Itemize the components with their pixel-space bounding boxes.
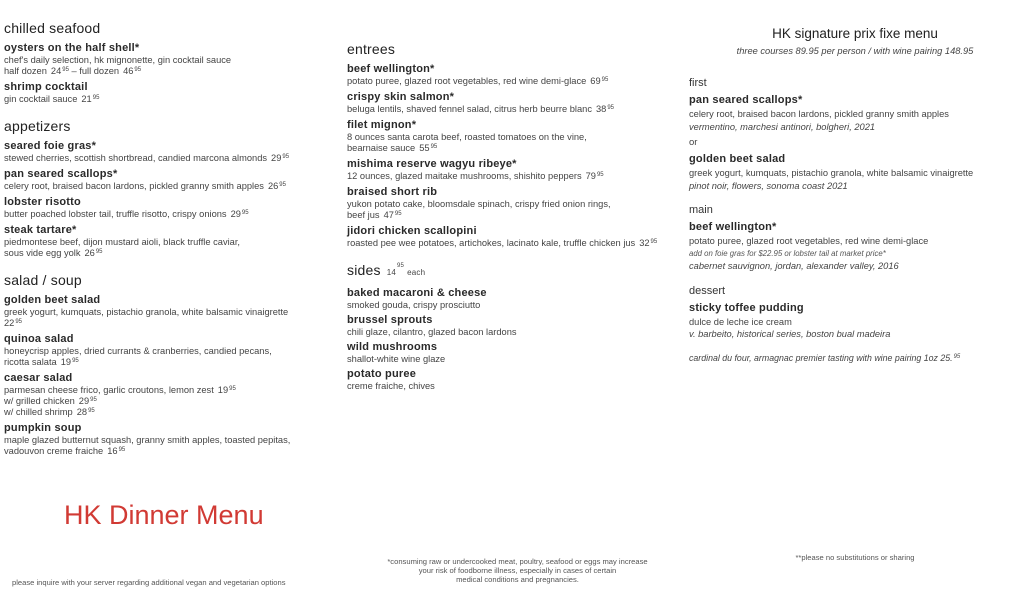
prix-fixe-course [689, 285, 1021, 341]
section-heading-text: salad / soup [4, 272, 82, 288]
menu-item [347, 63, 683, 87]
menu-section [4, 20, 340, 105]
menu-item [4, 196, 340, 220]
item-description [4, 357, 340, 368]
item-name: caesar salad [4, 372, 73, 384]
price-cents: 95 [279, 182, 286, 188]
item-price [85, 248, 103, 258]
menu-item [4, 372, 340, 418]
item-addon: add on foie gras for $22.95 or lobster tail at market price* [689, 248, 886, 258]
section-heading-text: sides [347, 262, 381, 278]
price-cents: 95 [650, 239, 658, 245]
footer-health-warning [360, 557, 675, 584]
wine-pairing: vermentino, marchesi antinori, bolgheri, 2021 [689, 121, 876, 132]
price-dollars: 29 [271, 153, 282, 163]
item-description [4, 307, 340, 318]
course-heading: main [689, 204, 713, 216]
price-dollars: 29 [78, 396, 90, 406]
menu-item [4, 168, 340, 192]
course-item [689, 302, 1021, 341]
description-text: beef jus [347, 210, 380, 220]
price-cents: 95 [596, 172, 604, 178]
description-text: beluga lentils, shaved fennel salad, citrus herb beurre blanc [347, 104, 592, 114]
description-text: w/ chilled shrimp [4, 407, 73, 417]
item-description [4, 385, 340, 396]
item-name: potato puree [347, 368, 417, 380]
item-name: golden beet salad [689, 153, 786, 165]
menu-section [347, 41, 683, 249]
item-description: celery root, braised bacon lardons, pickled granny smith apples [689, 109, 949, 119]
item-name: braised short rib [347, 186, 438, 198]
course-item [689, 221, 1021, 273]
menu-column-middle [347, 41, 683, 405]
item-price [590, 76, 608, 86]
menu-item [347, 225, 683, 249]
item-price [61, 357, 79, 367]
item-description [4, 407, 340, 418]
price-cents: 95 [90, 397, 97, 403]
wine-pairing: v. barbeito, historical series, boston bual madeira [689, 329, 891, 339]
menu-item [347, 91, 683, 115]
section-heading-text: entrees [347, 41, 396, 57]
price-suffix: each [407, 268, 426, 277]
menu-item [4, 294, 340, 329]
item-price [218, 385, 236, 395]
item-price [81, 94, 99, 104]
menu-item [4, 140, 340, 164]
price-dollars: 26 [267, 181, 279, 191]
item-name: pan seared scallops* [4, 168, 118, 180]
price-dollars: 24 [50, 66, 62, 76]
price-dollars: 19 [60, 357, 72, 367]
menu-item [347, 119, 683, 154]
item-description [4, 435, 340, 446]
item-name: pumpkin soup [4, 422, 82, 434]
menu-section [347, 262, 683, 392]
price-cents: 95 [62, 67, 69, 73]
course-item [689, 94, 1021, 133]
item-name: oysters on the half shell* [4, 42, 140, 54]
item-name: shrimp cocktail [4, 81, 88, 93]
item-description [347, 143, 683, 154]
description-text: bearnaise sauce [347, 143, 416, 153]
price-cents: 95 [394, 211, 402, 217]
price-cents: 95 [88, 408, 95, 414]
description-text: potato puree, glazed root vegetables, red wine demi-glace [347, 76, 587, 86]
extra-text: cardinal du four, armagnac premier tasting with wine pairing 1oz 25. [689, 352, 953, 363]
item-description [347, 300, 683, 311]
prix-fixe-course [689, 204, 1021, 273]
item-description [4, 346, 340, 357]
item-price [419, 143, 437, 153]
price-dollars: 21 [81, 94, 92, 104]
menu-section [4, 272, 340, 457]
item-price [231, 209, 249, 219]
item-description [4, 209, 340, 220]
price-dollars: 22 [4, 318, 15, 328]
menu-item [347, 314, 683, 338]
price-cents: 95 [72, 358, 79, 364]
description-text: yukon potato cake, bloomsdale spinach, crispy fried onion rings, [347, 199, 611, 209]
price-cents: 95 [607, 105, 615, 111]
menu-item [4, 224, 340, 259]
or-divider: or [689, 137, 698, 148]
price-cents: 95 [229, 386, 236, 392]
item-description [347, 381, 683, 392]
item-name: seared foie gras* [4, 140, 97, 152]
description-text: smoked gouda, crispy prosciutto [347, 300, 481, 310]
menu-title: HK Dinner Menu [64, 500, 264, 530]
price-dollars: 38 [595, 104, 607, 114]
item-name: crispy skin salmon* [347, 91, 455, 103]
prix-fixe-column [689, 26, 1021, 363]
prix-fixe-extra [689, 353, 1021, 363]
price-dollars: 69 [590, 76, 601, 86]
item-price [586, 171, 604, 181]
section-heading [347, 41, 683, 57]
price-dollars: 79 [585, 171, 596, 181]
item-description [347, 171, 683, 182]
item-description [4, 55, 340, 66]
item-description [347, 104, 683, 115]
description-text: maple glazed butternut squash, granny smith apples, toasted pepitas, [4, 435, 291, 445]
description-text: honeycrisp apples, dried currants & cranberries, candied pecans, [4, 346, 272, 356]
price-cents: 95 [241, 210, 249, 216]
item-name: filet mignon* [347, 119, 417, 131]
description-text: 8 ounces santa carota beef, roasted tomatoes on the vine, [347, 132, 587, 142]
course-heading: first [689, 77, 707, 89]
price-cents: 95 [92, 95, 100, 101]
menu-item [4, 333, 340, 368]
item-description: potato puree, glazed root vegetables, red wine demi-glace [689, 236, 929, 246]
menu-item [4, 422, 340, 457]
description-text: w/ grilled chicken [4, 396, 75, 406]
description-text: roasted pee wee potatoes, artichokes, lacinato kale, truffle chicken jus [347, 238, 636, 248]
item-description [4, 94, 340, 105]
section-heading-text: chilled seafood [4, 20, 101, 36]
prix-fixe-courses [689, 77, 1021, 341]
item-price [639, 238, 657, 248]
menu-item [347, 186, 683, 221]
item-name: brussel sprouts [347, 314, 433, 326]
item-price [107, 446, 125, 456]
item-description [347, 132, 683, 143]
price-dollars: 16 [107, 446, 118, 456]
item-description [4, 396, 340, 407]
item-name: golden beet salad [4, 294, 101, 306]
item-price [123, 66, 141, 76]
item-price [51, 66, 69, 76]
description-text: piedmontese beef, dijon mustard aioli, black truffle caviar, [4, 237, 240, 247]
item-description [4, 248, 340, 259]
item-description [4, 237, 340, 248]
item-description [4, 153, 340, 164]
section-heading [4, 20, 340, 36]
price: 14 [386, 268, 396, 277]
price-cents: 95 [134, 67, 142, 73]
item-name: jidori chicken scallopini [347, 225, 477, 237]
description-text: sous vide egg yolk [4, 248, 81, 258]
description-text: celery root, braised bacon lardons, pickled granny smith apples [4, 181, 264, 191]
menu-item [4, 81, 340, 105]
item-price [268, 181, 286, 191]
description-text: gin cocktail sauce [4, 94, 78, 104]
course-heading: dessert [689, 284, 726, 297]
description-text: ricotta salata [4, 357, 57, 367]
item-description [4, 446, 340, 457]
description-text: vadouvon creme fraiche [4, 446, 104, 456]
description-text: half dozen [4, 66, 47, 76]
item-description [347, 238, 683, 249]
section-price-note [386, 263, 426, 277]
item-name: wild mushrooms [347, 341, 438, 353]
menu-section [4, 118, 340, 259]
menu-item [347, 341, 683, 365]
price-cents: 95 [397, 263, 405, 269]
menu-item [4, 42, 340, 77]
footer-substitutions-note: **please no substitutions or sharing [795, 553, 915, 562]
description-text: parmesan cheese frico, garlic croutons, lemon zest [4, 385, 214, 395]
item-description [347, 210, 683, 221]
item-name: mishima reserve wagyu ribeye* [347, 158, 517, 170]
price-dollars: 55 [419, 143, 430, 153]
price-dollars: 26 [84, 248, 95, 258]
item-name: beef wellington* [689, 221, 777, 233]
health-warning-line: your risk of foodborne illness, especially in cases of certain [418, 566, 617, 575]
price-dollars: 19 [217, 385, 229, 395]
item-name: pan seared scallops* [689, 94, 803, 106]
wine-pairing: pinot noir, flowers, sonoma coast 2021 [689, 180, 848, 191]
item-price [596, 104, 614, 114]
item-price [4, 318, 22, 328]
extra-cents: 95 [953, 353, 961, 360]
menu-item [347, 287, 683, 311]
description-text: creme fraiche, chives [347, 381, 435, 391]
description-text: greek yogurt, kumquats, pistachio granola, white balsamic vinaigrette [4, 307, 289, 317]
item-description [4, 318, 340, 329]
price-cents: 95 [601, 77, 609, 83]
price-dollars: 28 [76, 407, 88, 417]
item-price [271, 153, 289, 163]
item-description [4, 66, 340, 77]
item-description: dulce de leche ice cream [689, 316, 792, 327]
wine-pairing: cabernet sauvignon, jordan, alexander valley, 2016 [689, 261, 899, 271]
description-text: butter poached lobster tail, truffle risotto, crispy onions [4, 209, 227, 219]
prix-fixe-title: HK signature prix fixe menu [772, 26, 938, 41]
section-heading [4, 272, 340, 288]
item-description [4, 181, 340, 192]
description-text: – full dozen [68, 66, 120, 76]
health-warning-line: medical conditions and pregnancies. [456, 575, 579, 584]
prix-fixe-subtitle: three courses 89.95 per person / with wine pairing 148.95 [736, 46, 974, 56]
item-name: sticky toffee pudding [689, 301, 804, 314]
health-warning-line: *consuming raw or undercooked meat, poultry, seafood or eggs may increase [387, 557, 648, 566]
description-text: 12 ounces, glazed maitake mushrooms, shishito peppers [347, 171, 582, 181]
item-name: beef wellington* [347, 63, 435, 75]
description-text: shallot-white wine glaze [347, 354, 446, 364]
item-price [77, 407, 95, 417]
description-text: chef's daily selection, hk mignonette, gin cocktail sauce [4, 55, 232, 65]
price-dollars: 32 [639, 238, 650, 248]
price-dollars: 29 [230, 209, 241, 219]
item-description [347, 327, 683, 338]
menu-item [347, 368, 683, 392]
description-text: chili glaze, cilantro, glazed bacon lardons [347, 327, 517, 337]
item-name: quinoa salad [4, 333, 74, 345]
item-description: greek yogurt, kumquats, pistachio granola, white balsamic vinaigrette [689, 168, 974, 178]
price-cents: 95 [15, 319, 23, 325]
item-price [79, 396, 97, 406]
price-dollars: 46 [123, 66, 134, 76]
section-heading [4, 118, 340, 134]
item-description [347, 354, 683, 365]
price-cents: 95 [282, 154, 290, 160]
section-heading [347, 262, 683, 281]
price-dollars: 47 [383, 210, 394, 220]
item-description [347, 199, 683, 210]
item-name: baked macaroni & cheese [347, 287, 487, 299]
item-price [384, 210, 402, 220]
course-item [689, 153, 1021, 192]
price-cents: 95 [430, 144, 438, 150]
item-description [347, 76, 683, 87]
item-name: steak tartare* [4, 224, 77, 236]
item-name: lobster risotto [4, 196, 81, 208]
price-cents: 95 [95, 249, 103, 255]
menu-column-left [4, 20, 340, 470]
footer-vegan-note: please inquire with your server regarding additional vegan and vegetarian options [12, 578, 286, 587]
section-heading-text: appetizers [4, 118, 71, 134]
prix-fixe-course [689, 77, 1021, 192]
description-text: stewed cherries, scottish shortbread, candied marcona almonds [4, 153, 268, 163]
price-cents: 95 [118, 447, 126, 453]
menu-item [347, 158, 683, 182]
